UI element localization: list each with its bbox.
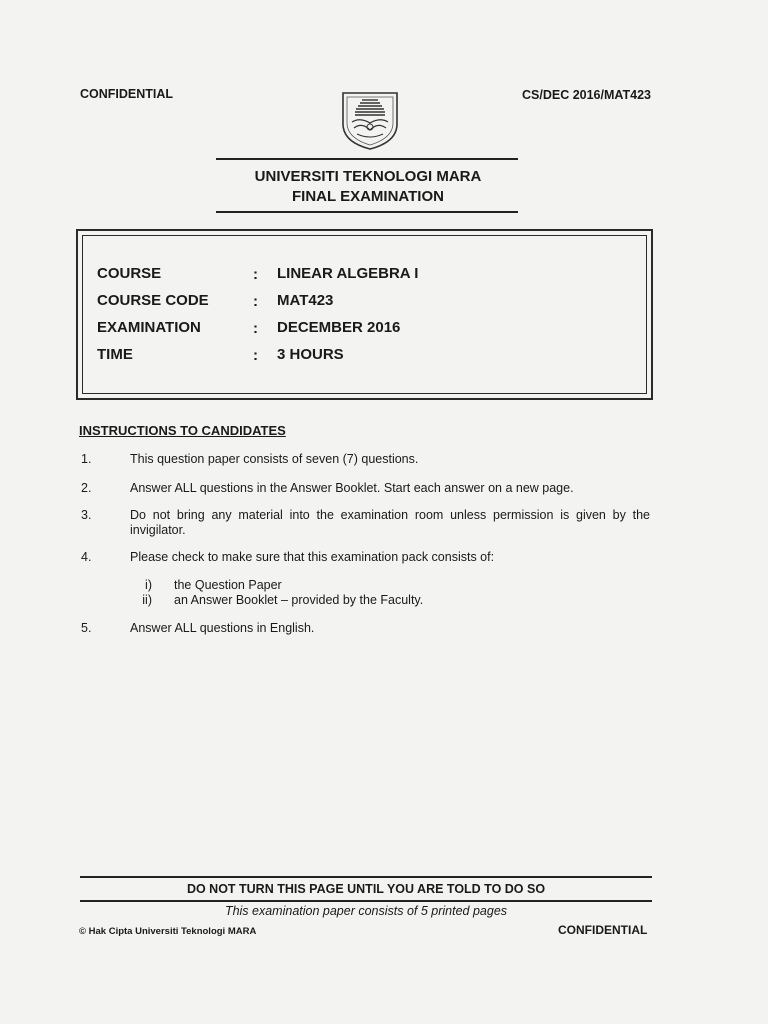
footer-confidential: CONFIDENTIAL — [558, 923, 648, 937]
instruction-text: Answer ALL questions in the Answer Booklet. Start each answer on a new page. — [130, 481, 574, 495]
printed-pages-note: This examination paper consists of 5 printed pages — [224, 904, 508, 918]
header-course-ref: CS/DEC 2016/MAT423 — [522, 88, 651, 102]
instruction-number: 2. — [81, 481, 92, 495]
sub-item-number: ii) — [142, 593, 152, 607]
instruction-text: Answer ALL questions in English. — [130, 621, 315, 635]
instruction-number: 3. — [81, 508, 92, 522]
university-name: UNIVERSITI TEKNOLOGI MARA — [254, 168, 482, 185]
header-confidential: CONFIDENTIAL — [80, 87, 174, 101]
course-colon: : — [253, 266, 258, 283]
course-code-label: COURSE CODE — [97, 292, 209, 309]
copyright-notice: © Hak Cipta Universiti Teknologi MARA — [79, 926, 257, 937]
course-value: LINEAR ALGEBRA I — [277, 265, 419, 282]
do-not-turn-warning: DO NOT TURN THIS PAGE UNTIL YOU ARE TOLD TO DO SO — [186, 882, 546, 896]
instruction-number: 4. — [81, 550, 92, 564]
course-info-box — [76, 229, 653, 400]
course-info-inner-border — [82, 235, 647, 394]
instruction-text: Please check to make sure that this examination pack consists of: — [130, 550, 495, 564]
footer-bottom-rule — [80, 900, 652, 902]
examination-colon: : — [253, 320, 258, 337]
sub-item-text: the Question Paper — [174, 578, 282, 592]
course-code-colon: : — [253, 293, 258, 310]
sub-item-number: i) — [145, 578, 152, 592]
time-label: TIME — [97, 346, 133, 363]
time-value: 3 HOURS — [277, 346, 344, 363]
course-label: COURSE — [97, 265, 162, 282]
title-bottom-rule — [216, 211, 518, 213]
footer-top-rule — [80, 876, 652, 878]
instruction-number: 1. — [81, 452, 92, 466]
title-top-rule — [216, 158, 518, 160]
course-code-value: MAT423 — [277, 292, 334, 309]
instruction-number: 5. — [81, 621, 92, 635]
examination-value: DECEMBER 2016 — [277, 319, 401, 336]
instruction-text: This question paper consists of seven (7) questions. — [130, 452, 419, 466]
sub-item-text: an Answer Booklet – provided by the Faculty. — [174, 593, 424, 607]
examination-label: EXAMINATION — [97, 319, 201, 336]
exam-title: FINAL EXAMINATION — [292, 188, 444, 205]
instruction-text: Do not bring any material into the examination room unless permission is given by the invigilator. — [130, 508, 650, 537]
time-colon: : — [253, 347, 258, 364]
university-crest-logo — [340, 90, 400, 152]
instructions-title: INSTRUCTIONS TO CANDIDATES — [79, 423, 286, 438]
